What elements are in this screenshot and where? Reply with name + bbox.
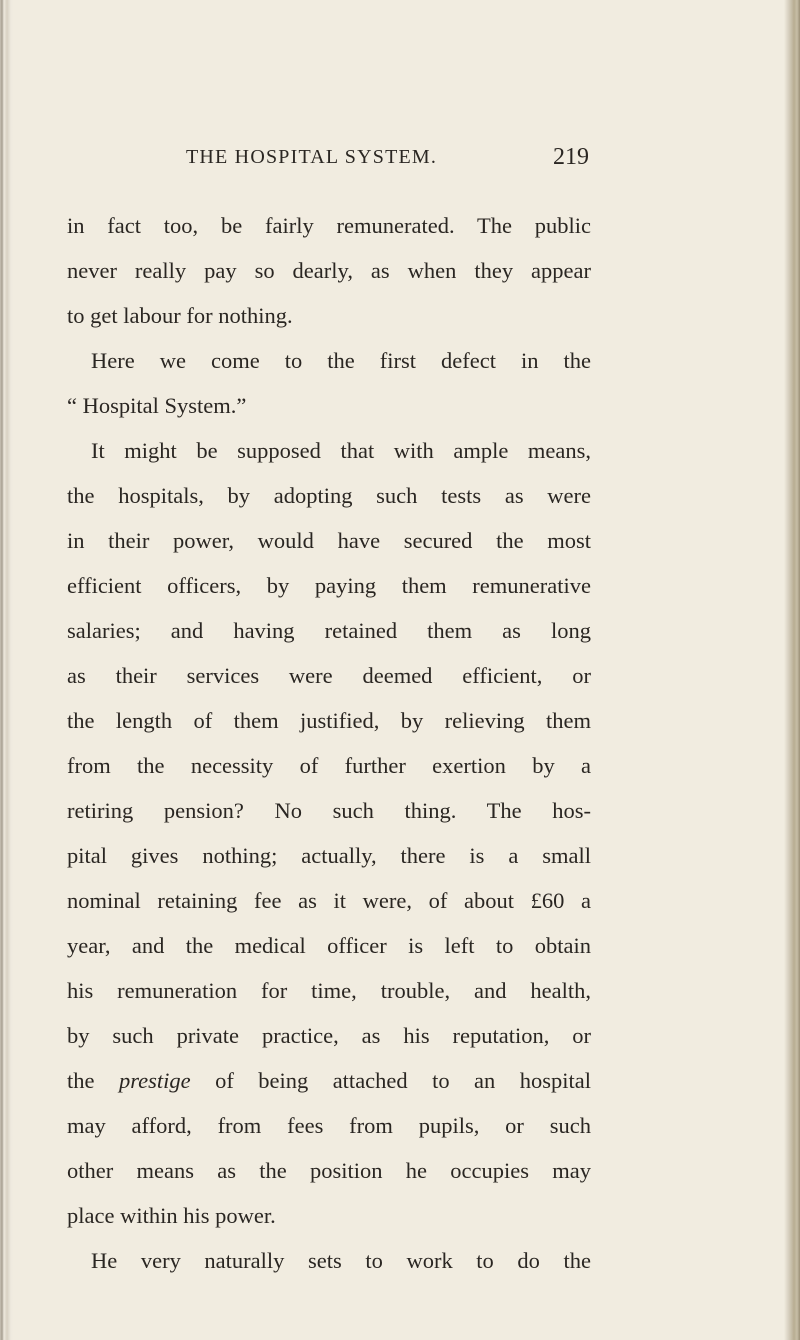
text-line: He very naturally sets to work to do the bbox=[91, 1248, 591, 1273]
text-line: from the necessity of further exertion by a bbox=[67, 753, 591, 778]
text-line: to get labour for nothing. bbox=[67, 303, 293, 328]
text-line: the hospitals, by adopting such tests as were bbox=[67, 483, 591, 508]
text-segment: of being attached to an hospital bbox=[190, 1068, 591, 1093]
text-line: his remuneration for time, trouble, and health, bbox=[67, 978, 591, 1003]
page-left-edge bbox=[0, 0, 14, 1340]
text-line: year, and the medical officer is left to obtain bbox=[67, 933, 591, 958]
text-line: “ Hospital System.” bbox=[67, 393, 247, 418]
text-line: other means as the position he occupies may bbox=[67, 1158, 591, 1183]
text-line: the length of them justified, by relieving them bbox=[67, 708, 591, 733]
body-text bbox=[67, 203, 591, 1283]
running-head-title: THE HOSPITAL SYSTEM. bbox=[186, 146, 438, 168]
text-line: pital gives nothing; actually, there is a small bbox=[67, 843, 591, 868]
page-right-edge bbox=[784, 0, 800, 1340]
text-line: place within his power. bbox=[67, 1203, 276, 1228]
text-line: retiring pension? No such thing. The hos- bbox=[67, 798, 591, 823]
text-line: in fact too, be fairly remunerated. The public bbox=[67, 213, 591, 238]
text-line: may afford, from fees from pupils, or such bbox=[67, 1113, 591, 1138]
italic-word: prestige bbox=[118, 1068, 191, 1093]
text-line: Here we come to the first defect in the bbox=[91, 348, 591, 373]
page-number: 219 bbox=[553, 144, 589, 170]
text-line: by such private practice, as his reputation, or bbox=[67, 1023, 591, 1048]
running-head bbox=[0, 146, 800, 176]
text-line: nominal retaining fee as it were, of about £60 a bbox=[67, 888, 591, 913]
text-line: as their services were deemed efficient, or bbox=[67, 663, 591, 688]
text-line bbox=[67, 1058, 591, 1103]
text-line: salaries; and having retained them as long bbox=[67, 618, 591, 643]
text-line: efficient officers, by paying them remunerative bbox=[67, 573, 591, 598]
text-line: in their power, would have secured the most bbox=[67, 528, 591, 553]
text-segment: the bbox=[67, 1068, 119, 1093]
text-line: never really pay so dearly, as when they appear bbox=[67, 258, 591, 283]
text-line: It might be supposed that with ample means, bbox=[91, 438, 591, 463]
